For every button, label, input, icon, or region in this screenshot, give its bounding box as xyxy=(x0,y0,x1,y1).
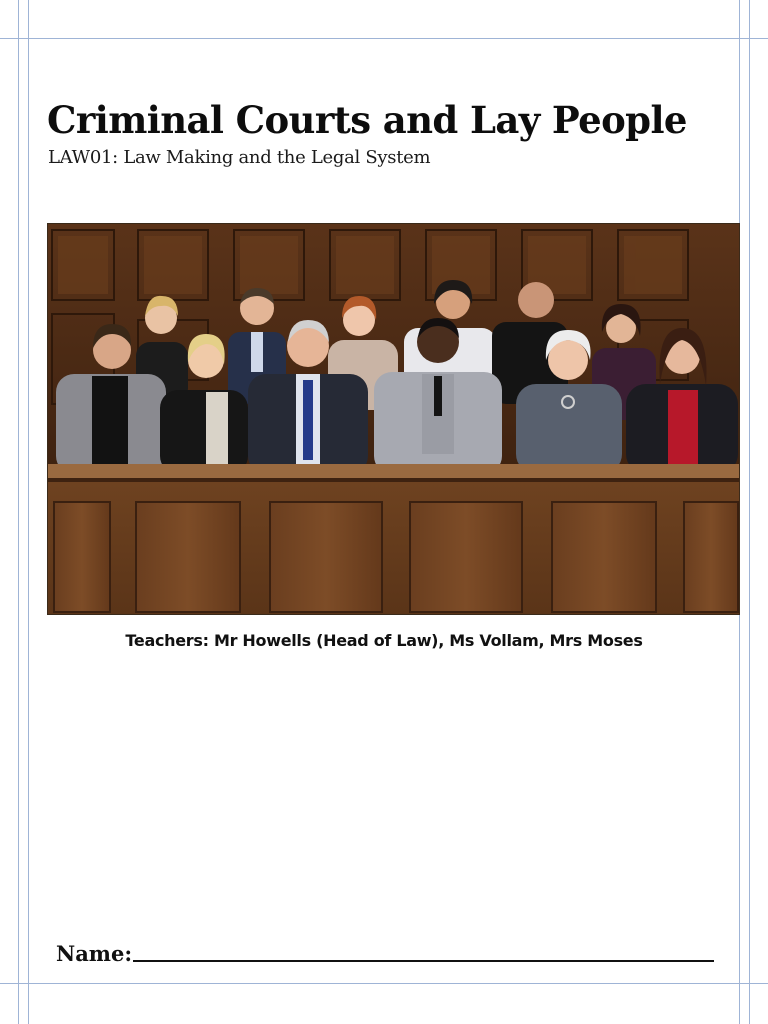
name-underline[interactable] xyxy=(133,960,714,962)
page-guide-bottom xyxy=(0,983,768,984)
jury-box-icon xyxy=(48,224,740,615)
page-title: Criminal Courts and Lay People xyxy=(47,98,687,142)
page-guide-right-outer xyxy=(749,0,750,1024)
name-field[interactable] xyxy=(56,938,714,966)
teachers-line: Teachers: Mr Howells (Head of Law), Ms Vollam, Mrs Moses xyxy=(125,631,643,650)
page-subtitle: LAW01: Law Making and the Legal System xyxy=(48,147,431,168)
page-guide-top xyxy=(0,38,768,39)
name-label: Name: xyxy=(56,941,133,966)
page-guide-left-outer xyxy=(18,0,19,1024)
page-guide-left xyxy=(28,0,29,1024)
jury-photo xyxy=(47,223,740,615)
